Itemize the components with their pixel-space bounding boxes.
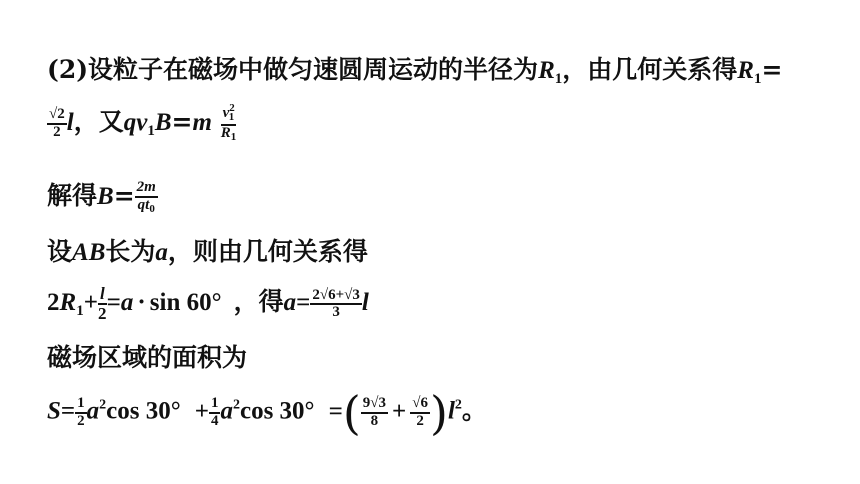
mass-symbol: m	[192, 109, 212, 136]
line1-mid: ，由几何关系得	[562, 55, 738, 84]
coefficient: 2	[47, 289, 60, 316]
fraction-numerator	[221, 103, 237, 126]
plus: +	[194, 397, 209, 425]
fraction-denominator: 4	[210, 413, 219, 429]
fraction-v-squared-over-r	[221, 103, 237, 143]
left-paren: (	[342, 386, 361, 440]
fraction-numerator: 2m	[135, 180, 158, 198]
a-symbol: a	[86, 397, 100, 425]
length-symbol: l	[361, 289, 369, 316]
solution-line-2	[47, 102, 236, 144]
right-paren: )	[429, 386, 448, 440]
a-symbol-2: a	[283, 289, 297, 316]
fraction-numerator: 2√6+√3	[310, 288, 362, 306]
line4-suffix: ，则由几何关系得	[167, 237, 368, 266]
fraction-numerator: √6	[410, 396, 430, 414]
length-symbol: l	[66, 109, 74, 136]
fraction-denominator: 2	[77, 413, 85, 429]
radius-subscript-2: 1	[753, 71, 762, 87]
fraction-one-half	[75, 396, 87, 430]
line2-sep: ，又	[73, 107, 124, 136]
radius-symbol: R	[538, 57, 555, 84]
fraction-sqrt2-over-2	[47, 107, 67, 141]
fraction-denominator: 3	[332, 304, 340, 321]
superscript: 2	[454, 397, 462, 413]
b-symbol: B	[97, 183, 114, 210]
fraction-numerator: 1	[75, 396, 87, 414]
solution-line-7	[47, 386, 487, 440]
fraction-denominator	[221, 126, 237, 144]
r-symbol: R	[220, 125, 231, 141]
plus: +	[83, 289, 98, 316]
period: 。	[461, 395, 487, 425]
superscript: 2	[229, 102, 235, 115]
fraction-denominator: 2	[98, 304, 107, 324]
ab-symbol: AB	[72, 239, 106, 266]
equals-2: =	[328, 397, 343, 425]
radius-subscript: 1	[76, 303, 84, 319]
line4-mid: 长为	[105, 237, 156, 266]
radius-subscript: 1	[554, 71, 563, 87]
equals: =	[60, 397, 76, 425]
equals: =	[171, 107, 193, 136]
radius-symbol-2: R	[737, 57, 754, 84]
fraction-denominator: 2	[416, 413, 424, 429]
fraction-2m-over-qt0	[135, 180, 158, 215]
subscript: 1	[228, 111, 235, 124]
fraction-sqrt6-over-2	[410, 396, 430, 430]
fraction-numerator: √2	[47, 107, 67, 125]
line3-prefix: 解得	[47, 181, 98, 210]
a-symbol-2: a	[220, 397, 233, 425]
length-symbol: l	[447, 397, 455, 425]
a-symbol: a	[155, 239, 168, 266]
fraction-9sqrt3-over-8	[361, 396, 388, 430]
fraction-denominator: 2	[53, 123, 61, 140]
line4-prefix: 设	[47, 237, 73, 266]
solution-line-6: 磁场区域的面积为	[47, 343, 248, 372]
solution-line-5	[47, 282, 369, 323]
a-symbol: a	[120, 289, 134, 316]
cos-term: cos 30°	[106, 397, 181, 425]
qt-symbol: qt	[137, 196, 150, 213]
subscript: 0	[149, 202, 155, 215]
solution-line-1	[47, 50, 782, 88]
plus-2: +	[392, 397, 407, 425]
line1-prefix: (2)设粒子在磁场中做匀速圆周运动的半径为	[47, 55, 539, 84]
fraction-one-quarter	[209, 396, 221, 430]
multiply-dot: ·	[137, 289, 146, 316]
v-subscript: 1	[147, 123, 155, 139]
equals: =	[761, 55, 783, 84]
fraction-numerator: 9√3	[361, 396, 388, 414]
fraction-numerator: 1	[209, 396, 221, 414]
superscript: 2	[99, 397, 107, 413]
comma: ，	[233, 289, 259, 316]
radius-symbol: R	[59, 289, 77, 316]
fraction-numerator: l	[99, 284, 105, 304]
solution-line-3	[47, 176, 158, 215]
solution-line-4	[47, 232, 368, 268]
qv-symbol: qv	[123, 109, 148, 136]
area-symbol: S	[47, 397, 61, 425]
fraction-l-over-2	[98, 285, 107, 323]
sin-term: sin 60°	[149, 289, 222, 316]
subscript: 1	[230, 131, 237, 143]
fraction-result-a	[310, 288, 362, 322]
v-symbol: v	[222, 105, 230, 122]
get-word: 得	[258, 287, 284, 316]
equals: =	[106, 289, 121, 316]
fraction-denominator	[135, 198, 158, 216]
b-symbol: B	[154, 109, 172, 136]
cos-term-2: cos 30°	[239, 397, 315, 425]
superscript: 2	[232, 397, 240, 413]
equals-2: =	[296, 289, 311, 316]
fraction-denominator: 8	[370, 413, 379, 429]
equals: =	[113, 181, 135, 210]
